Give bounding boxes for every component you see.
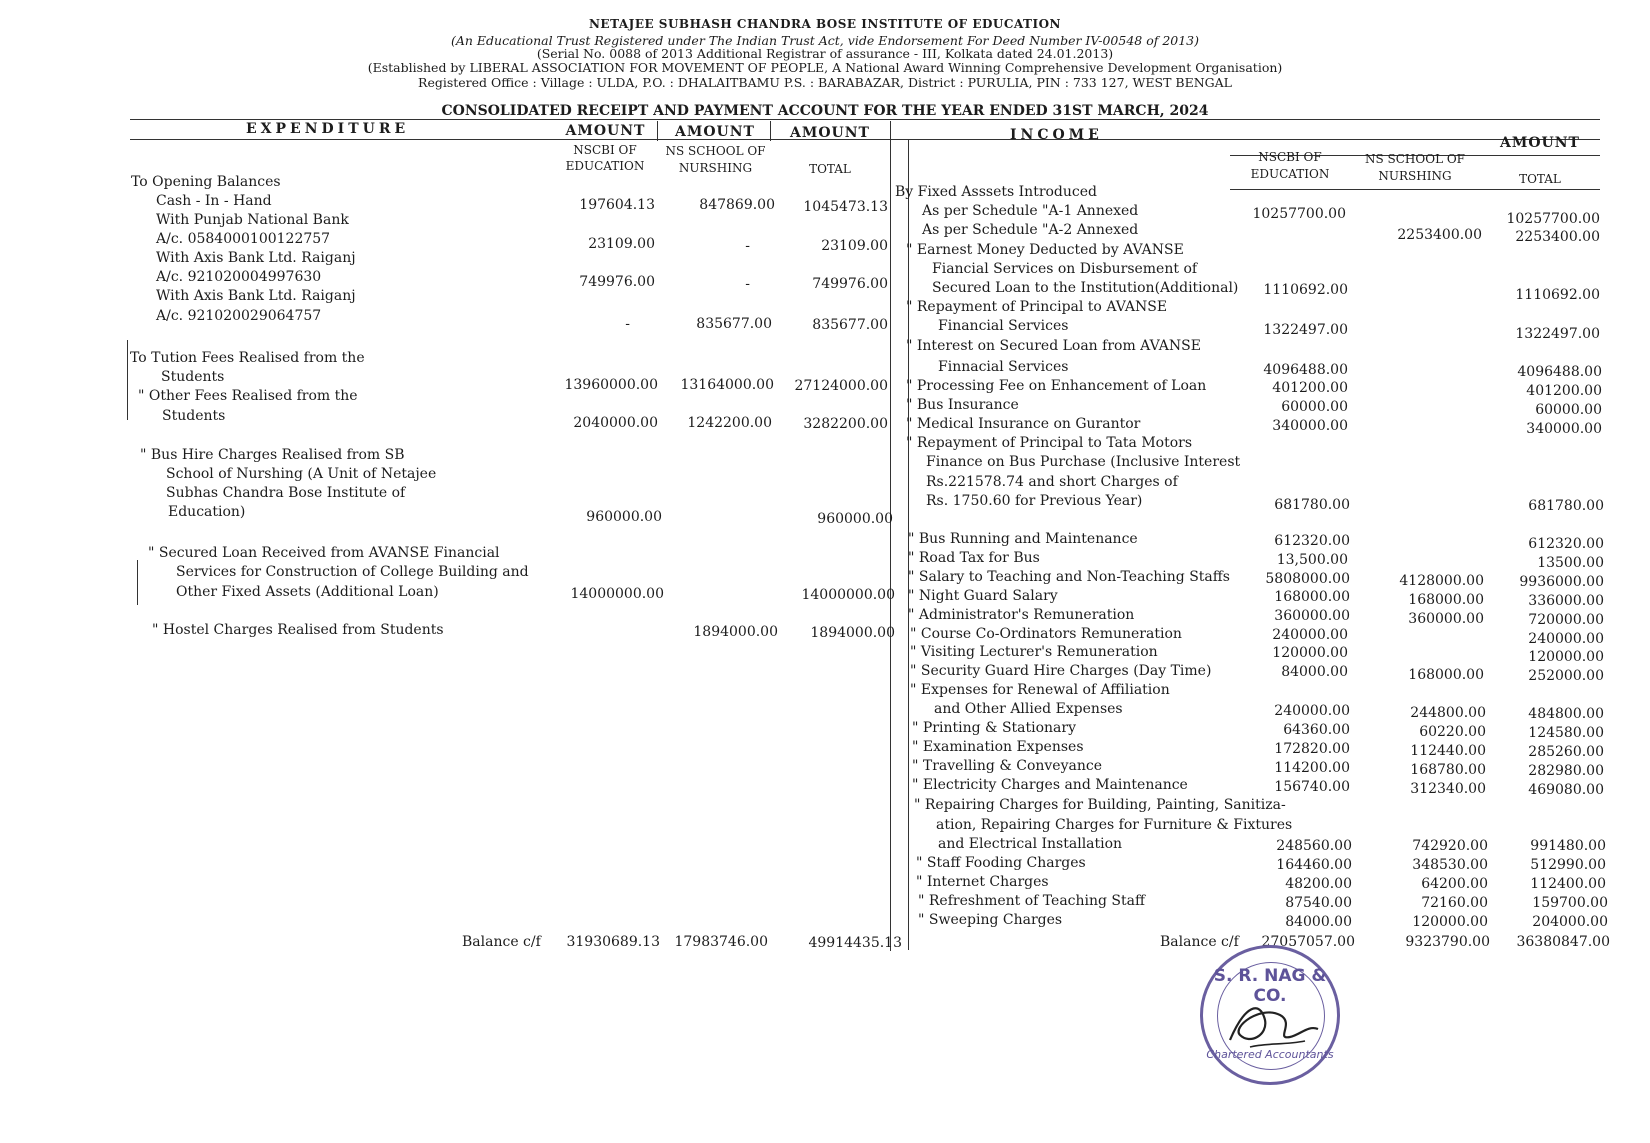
inc-line-nursing: 348530.00 [1412,857,1488,873]
inc-line-label: ation, Repairing Charges for Furniture & Fixtures [936,817,1293,833]
inc-balance-label: Balance c/f [1160,934,1239,950]
inc-line-nscbi: 4096488.00 [1263,362,1348,378]
inc-line-label: " Repayment of Principal to AVANSE [906,299,1168,315]
inc-line-label: " Earnest Money Deducted by AVANSE [906,242,1184,258]
inc-line-label: " Road Tax for Bus [908,550,1040,566]
inc-line-total: 124580.00 [1528,725,1604,741]
inc-sub-nscbi-1: NSCBI OF [1258,150,1322,164]
expenditure-heading: EXPENDITURE [246,121,410,137]
exp-amount-header-2: AMOUNT [675,124,755,140]
inc-line-nscbi: 5808000.00 [1265,571,1350,587]
inc-line-nscbi: 340000.00 [1272,418,1348,434]
inc-line-total: 282980.00 [1528,763,1604,779]
inc-line-total: 13500.00 [1537,555,1604,571]
inc-line-nscbi: 1322497.00 [1263,322,1348,338]
exp-sub-nscbi-2: EDUCATION [565,159,645,173]
inc-line-total: 1110692.00 [1515,287,1600,303]
inc-line-label: " Bus Insurance [906,397,1019,413]
inc-line-total: 159700.00 [1532,895,1608,911]
income-subheader-rule [1230,189,1600,190]
inc-line-nursing: 360000.00 [1408,611,1484,627]
inc-line-nscbi: 681780.00 [1274,497,1350,513]
exp-line-label: Services for Construction of College Building and [176,564,529,580]
inc-line-nscbi: 13,500.00 [1276,552,1348,568]
inc-line-nursing: 168000.00 [1408,592,1484,608]
inc-line-nscbi: 48200.00 [1285,876,1352,892]
inc-line-nscbi: 168000.00 [1274,589,1350,605]
exp-line-nscbi: 14000000.00 [570,586,664,602]
inc-balance-nursing: 9323790.00 [1405,934,1490,950]
exp-amount-header-1: AMOUNT [565,123,646,139]
inc-line-total: 252000.00 [1528,668,1604,684]
inc-line-nscbi: 84000.00 [1285,914,1352,930]
inc-line-label: and Other Allied Expenses [934,701,1123,717]
inc-line-nscbi: 64360.00 [1283,722,1350,738]
exp-line-nscbi: 23109.00 [588,236,655,252]
inc-line-nursing: 168780.00 [1410,762,1486,778]
inc-line-nscbi: 360000.00 [1274,608,1350,624]
inc-line-nscbi: 164460.00 [1276,857,1352,873]
inc-line-label: " Refreshment of Teaching Staff [918,893,1145,909]
exp-line-nscbi: 13960000.00 [564,377,658,393]
exp-line-nursing: 1242200.00 [687,415,772,431]
signature-icon [1220,985,1330,1065]
inc-line-label: " Examination Expenses [912,739,1084,755]
inc-line-label: " Course Co-Ordinators Remuneration [910,626,1182,642]
exp-line-label: Subhas Chandra Bose Institute of [166,485,406,501]
inc-line-label: " Repairing Charges for Building, Painting, Sanitiza- [914,797,1286,813]
inc-line-total: 112400.00 [1530,876,1606,892]
inc-line-nscbi: 612320.00 [1274,533,1350,549]
inc-line-total: 336000.00 [1528,593,1604,609]
stamp-firm-name: S. R. NAG & CO. [1213,966,1327,1006]
inc-line-label: Rs. 1750.60 for Previous Year) [926,493,1143,509]
exp-line-nursing: 1894000.00 [693,624,778,640]
institute-name: NETAJEE SUBHASH CHANDRA BOSE INSTITUTE OF EDUCATION [588,17,1062,31]
exp-line-label: Education) [168,504,246,520]
inc-line-nscbi: 240000.00 [1272,627,1348,643]
inc-line-nursing: 60220.00 [1419,724,1486,740]
exp-line-label: With Axis Bank Ltd. Raiganj [156,250,356,266]
inc-line-label: " Internet Charges [916,874,1049,890]
exp-line-nursing: 835677.00 [696,316,772,332]
exp-line-nursing: - [745,238,750,254]
inc-line-label: " Security Guard Hire Charges (Day Time) [910,663,1212,679]
exp-line-label: Other Fixed Assets (Additional Loan) [176,584,439,600]
inc-line-label: Finnacial Services [938,359,1069,375]
inc-line-nscbi: 84000.00 [1281,664,1348,680]
exp-line-label: School of Nurshing (A Unit of Netajee [166,466,437,482]
inc-line-label: " Medical Insurance on Gurantor [906,416,1141,432]
inc-line-label: As per Schedule "A-2 Annexed [922,222,1139,238]
exp-line-nursing: - [745,276,750,292]
inc-line-label: " Printing & Stationary [912,720,1077,736]
inc-line-label: As per Schedule "A-1 Annexed [922,203,1139,219]
inc-line-total: 469080.00 [1528,782,1604,798]
inc-line-total: 60000.00 [1535,402,1602,418]
exp-line-total: 14000000.00 [801,587,895,603]
exp-line-total: 27124000.00 [794,378,888,394]
inc-balance-total: 36380847.00 [1516,934,1610,950]
inc-sub-nursing-1: NS SCHOOL OF [1364,152,1466,166]
income-heading: INCOME [1010,127,1103,143]
center-divider [890,121,891,951]
inc-line-label: " Salary to Teaching and Non-Teaching Staffs [908,569,1230,585]
inc-line-label: " Interest on Secured Loan from AVANSE [906,338,1201,354]
inc-line-label: " Visiting Lecturer's Remuneration [910,644,1158,660]
inc-line-total: 612320.00 [1528,536,1604,552]
margin-mark-2 [137,560,138,605]
exp-amount-header-3: AMOUNT [790,125,870,141]
inc-line-nursing: 112440.00 [1410,743,1486,759]
exp-balance-total: 49914435.13 [808,935,902,951]
inc-line-nscbi: 401200.00 [1272,380,1348,396]
exp-line-total: 960000.00 [817,511,893,527]
exp-line-label: " Secured Loan Received from AVANSE Financial [148,545,500,561]
exp-line-label: To Tution Fees Realised from the [130,350,365,366]
inc-line-label: " Repayment of Principal to Tata Motors [906,435,1193,451]
inc-line-label: By Fixed Asssets Introduced [895,184,1098,200]
inc-line-total: 204000.00 [1532,914,1608,930]
inc-line-label: " Expenses for Renewal of Affiliation [910,682,1170,698]
statement-title: CONSOLIDATED RECEIPT AND PAYMENT ACCOUNT FOR THE YEAR ENDED 31ST MARCH, 2024 [441,103,1209,119]
inc-line-label: Secured Loan to the Institution(Additional) [932,280,1239,296]
inc-line-nursing: 4128000.00 [1399,573,1484,589]
inc-line-total: 340000.00 [1526,421,1602,437]
inc-line-total: 4096488.00 [1517,364,1602,380]
stamp-designation: Chartered Accountants [1206,1048,1334,1061]
inc-line-total: 991480.00 [1530,838,1606,854]
inc-line-nscbi: 60000.00 [1281,399,1348,415]
income-amount-header: AMOUNT [1500,135,1580,151]
exp-line-label: A/c. 921020004997630 [156,269,322,285]
inc-balance-nscbi: 27057057.00 [1261,934,1355,950]
inc-line-nursing: 120000.00 [1412,914,1488,930]
serial-line: (Serial No. 0088 of 2013 Additional Registrar of assurance - III, Kolkata dated 24.01.2013) [536,46,1114,61]
inc-line-label: " Night Guard Salary [908,588,1058,604]
inc-line-total: 720000.00 [1528,612,1604,628]
exp-line-label: With Punjab National Bank [156,212,349,228]
exp-line-label: " Hostel Charges Realised from Students [152,622,444,638]
inc-line-total: 2253400.00 [1515,229,1600,245]
inc-line-label: " Processing Fee on Enhancement of Loan [906,378,1207,394]
inc-sub-nursing-2: NURSHING [1378,169,1452,183]
inc-line-label: " Sweeping Charges [918,912,1063,928]
exp-sub-nursing-1: NS SCHOOL OF [665,144,766,158]
header-rule-top [130,119,1600,120]
inc-line-label: Finance on Bus Purchase (Inclusive Interest [926,454,1241,470]
exp-balance-nscbi: 31930689.13 [566,934,660,950]
exp-line-nursing: 847869.00 [699,197,775,213]
inc-line-nscbi: 10257700.00 [1252,206,1346,222]
inc-line-label: " Travelling & Conveyance [912,758,1102,774]
inc-line-label: " Staff Fooding Charges [916,855,1086,871]
inc-line-label: " Administrator's Remuneration [908,607,1135,623]
inc-line-total: 10257700.00 [1506,211,1600,227]
exp-balance-label: Balance c/f [462,934,541,950]
inc-sub-total: TOTAL [1519,172,1561,186]
exp-line-label: " Bus Hire Charges Realised from SB [140,447,405,463]
exp-line-total: 3282200.00 [803,416,888,432]
inc-line-nursing: 168000.00 [1408,667,1484,683]
inc-line-label: and Electrical Installation [938,836,1123,852]
exp-line-label: " Other Fees Realised from the [138,388,358,404]
inc-line-total: 484800.00 [1528,706,1604,722]
inc-line-total: 401200.00 [1526,383,1602,399]
exp-line-label: To Opening Balances [131,174,281,190]
margin-mark-1 [127,340,128,420]
inc-line-nscbi: 1110692.00 [1263,282,1348,298]
inc-line-nscbi: 120000.00 [1272,645,1348,661]
inc-line-nscbi: 87540.00 [1285,895,1352,911]
inc-line-nursing: 64200.00 [1421,876,1488,892]
inc-line-total: 120000.00 [1528,649,1604,665]
exp-line-total: 1894000.00 [810,625,895,641]
inc-line-nursing: 742920.00 [1412,838,1488,854]
inc-line-nursing: 244800.00 [1410,705,1486,721]
exp-line-label: A/c. 0584000100122757 [156,231,331,247]
exp-sub-nursing-2: NURSHING [678,161,753,175]
inc-line-label: Fiancial Services on Disbursement of [932,261,1198,277]
exp-line-nscbi: 960000.00 [586,509,662,525]
inc-line-total: 9936000.00 [1519,574,1604,590]
exp-balance-nursing: 17983746.00 [674,934,768,950]
col-divider-2 [770,121,771,141]
inc-line-label: Rs.221578.74 and short Charges of [926,474,1178,490]
inc-line-total: 240000.00 [1528,631,1604,647]
exp-line-label: Cash - In - Hand [156,193,272,209]
inc-line-total: 512990.00 [1530,857,1606,873]
exp-line-label: Students [162,408,226,424]
exp-sub-nscbi-1: NSCBI OF [573,143,637,157]
exp-line-label: Students [161,369,225,385]
inc-line-nscbi: 156740.00 [1274,779,1350,795]
inc-line-nscbi: 248560.00 [1276,838,1352,854]
exp-line-total: 23109.00 [821,238,888,254]
inc-sub-nscbi-2: EDUCATION [1250,167,1330,181]
exp-line-nursing: 13164000.00 [680,377,774,393]
exp-line-total: 835677.00 [812,317,888,333]
inc-line-nursing: 2253400.00 [1397,227,1482,243]
established-line: (Established by LIBERAL ASSOCIATION FOR MOVEMENT OF PEOPLE, A National Award Winning Comprehensive Development Organisation) [367,60,1283,75]
inc-line-nscbi: 172820.00 [1274,741,1350,757]
inc-line-total: 681780.00 [1528,498,1604,514]
inc-line-label: " Bus Running and Maintenance [908,531,1138,547]
exp-line-label: A/c. 921020029064757 [156,308,322,324]
inc-line-total: 285260.00 [1528,744,1604,760]
exp-line-total: 1045473.13 [803,199,888,215]
inc-line-label: Financial Services [938,318,1069,334]
exp-line-total: 749976.00 [812,276,888,292]
inc-line-nursing: 312340.00 [1410,781,1486,797]
exp-sub-total: TOTAL [809,162,851,176]
col-divider-1 [657,121,658,141]
exp-line-nscbi: 2040000.00 [573,415,658,431]
inc-line-nscbi: 114200.00 [1274,760,1350,776]
trust-registration-line: (An Educational Trust Registered under The Indian Trust Act, vide Endorsement For Deed Number IV-00548 of 2013) [450,33,1200,48]
exp-line-nscbi: 749976.00 [579,274,655,290]
exp-line-nscbi: 197604.13 [579,197,655,213]
registered-office-line: Registered Office : Village : ULDA, P.O. : DHALAITBAMU P.S. : BARABAZAR, District : PURULIA, PIN : 733 127, WEST BENGAL [418,75,1232,90]
exp-line-nscbi: - [625,316,630,332]
inc-line-nscbi: 240000.00 [1274,703,1350,719]
inc-line-label: " Electricity Charges and Maintenance [912,777,1188,793]
inc-line-nursing: 72160.00 [1421,895,1488,911]
exp-line-label: With Axis Bank Ltd. Raiganj [156,288,356,304]
inc-line-total: 1322497.00 [1515,326,1600,342]
